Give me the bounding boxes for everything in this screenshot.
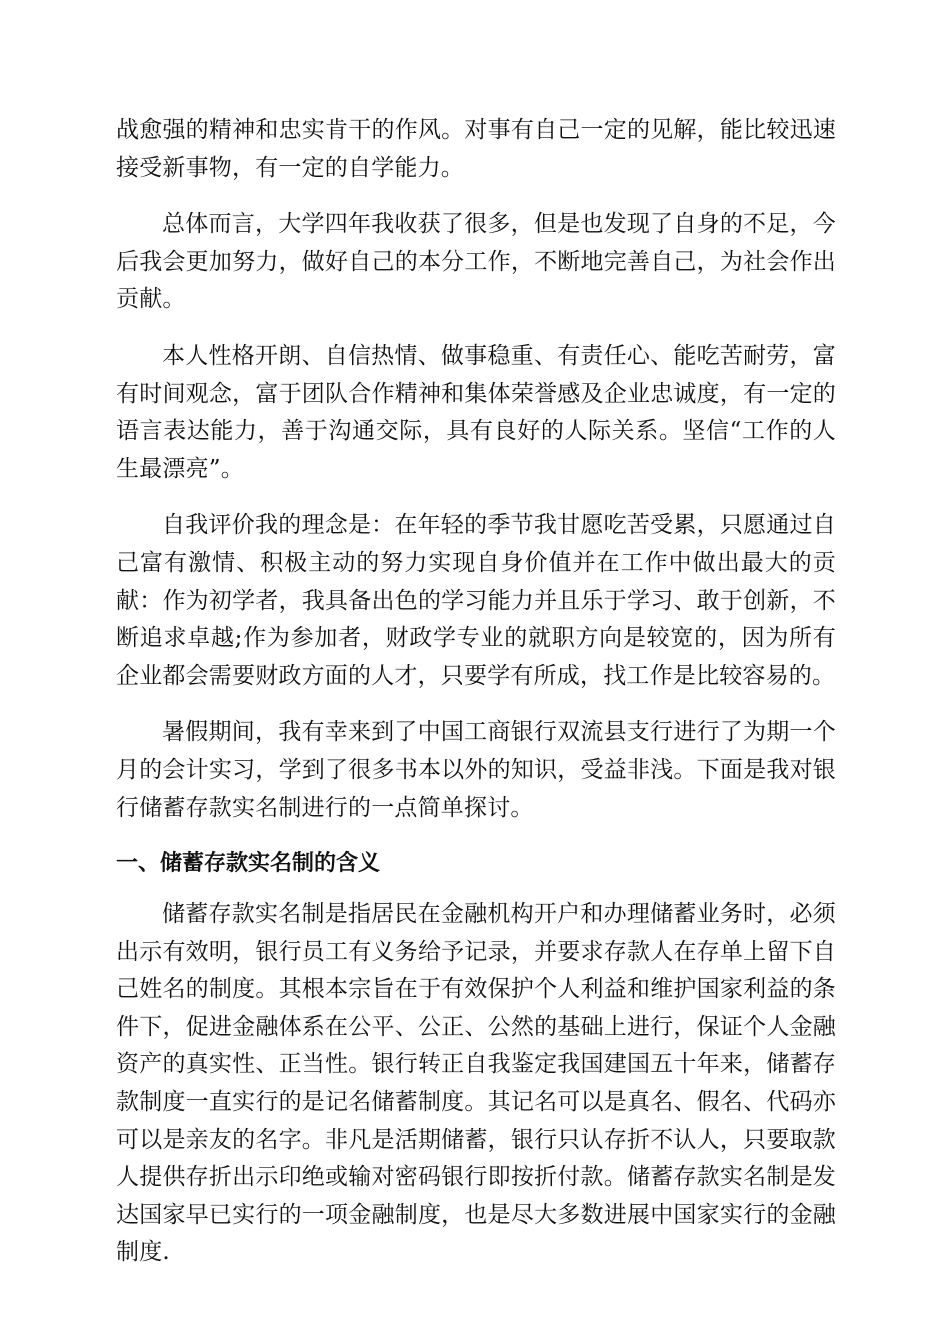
paragraph-section-body: 储蓄存款实名制是指居民在金融机构开户和办理储蓄业务时，必须出示有效明，银行员工有义务给予记录，并要求存款人在存单上留下自己姓名的制度。其根本宗旨在于有效保护个人利益和维护国家利益的条件下，促进金融体系在公平、公正、公然的基础上进行，保证个人金融资产的真实性、正当性。银行转正自我鉴定我国建国五十年来，储蓄存款制度一直实行的是记名储蓄制度。其记名可以是真名、假名、代码亦可以是亲友的名字。非凡是活期储蓄，银行只认存折不认人，只要取款人提供存折出示印绝或输对密码银行即按折付款。储蓄存款实名制是发达国家早已实行的一项金融制度，也是尽大多数进展中国家实行的金融制度. [116,901,836,1266]
paragraph-internship: 暑假期间，我有幸来到了中国工商银行双流县支行进行了为期一个月的会计实习，学到了很多书本以外的知识，受益非浅。下面是我对银行储蓄存款实名制进行的一点简单探讨。 [116,719,836,821]
paragraph-self-evaluation: 自我评价我的理念是：在年轻的季节我甘愿吃苦受累，只愿通过自己富有激情、积极主动的努力实现自身价值并在工作中做出最大的贡献：作为初学者，我具备出色的学习能力并且乐于学习、敢于创新，不断追求卓越;作为参加者，财政学专业的就职方向是较宽的，因为所有企业都会需要财政方面的人才，只要学有所成，找工作是比较容易的。 [116,512,836,689]
paragraph-summary: 总体而言，大学四年我收获了很多，但是也发现了自身的不足，今后我会更加努力，做好自己的本分工作，不断地完善自己，为社会作出贡献。 [116,211,836,313]
paragraph-personality: 本人性格开朗、自信热情、做事稳重、有责任心、能吃苦耐劳，富有时间观念，富于团队合作精神和集体荣誉感及企业忠诚度，有一定的语言表达能力，善于沟通交际，具有良好的人际关系。坚信“工作的人生最漂亮”。 [116,342,836,482]
document-body [116,112,836,1291]
section-heading: 一、储蓄存款实名制的含义 [116,851,381,877]
paragraph-continuation: 战愈强的精神和忠实肯干的作风。对事有自己一定的见解，能比较迅速接受新事物，有一定的自学能力。 [116,117,836,181]
